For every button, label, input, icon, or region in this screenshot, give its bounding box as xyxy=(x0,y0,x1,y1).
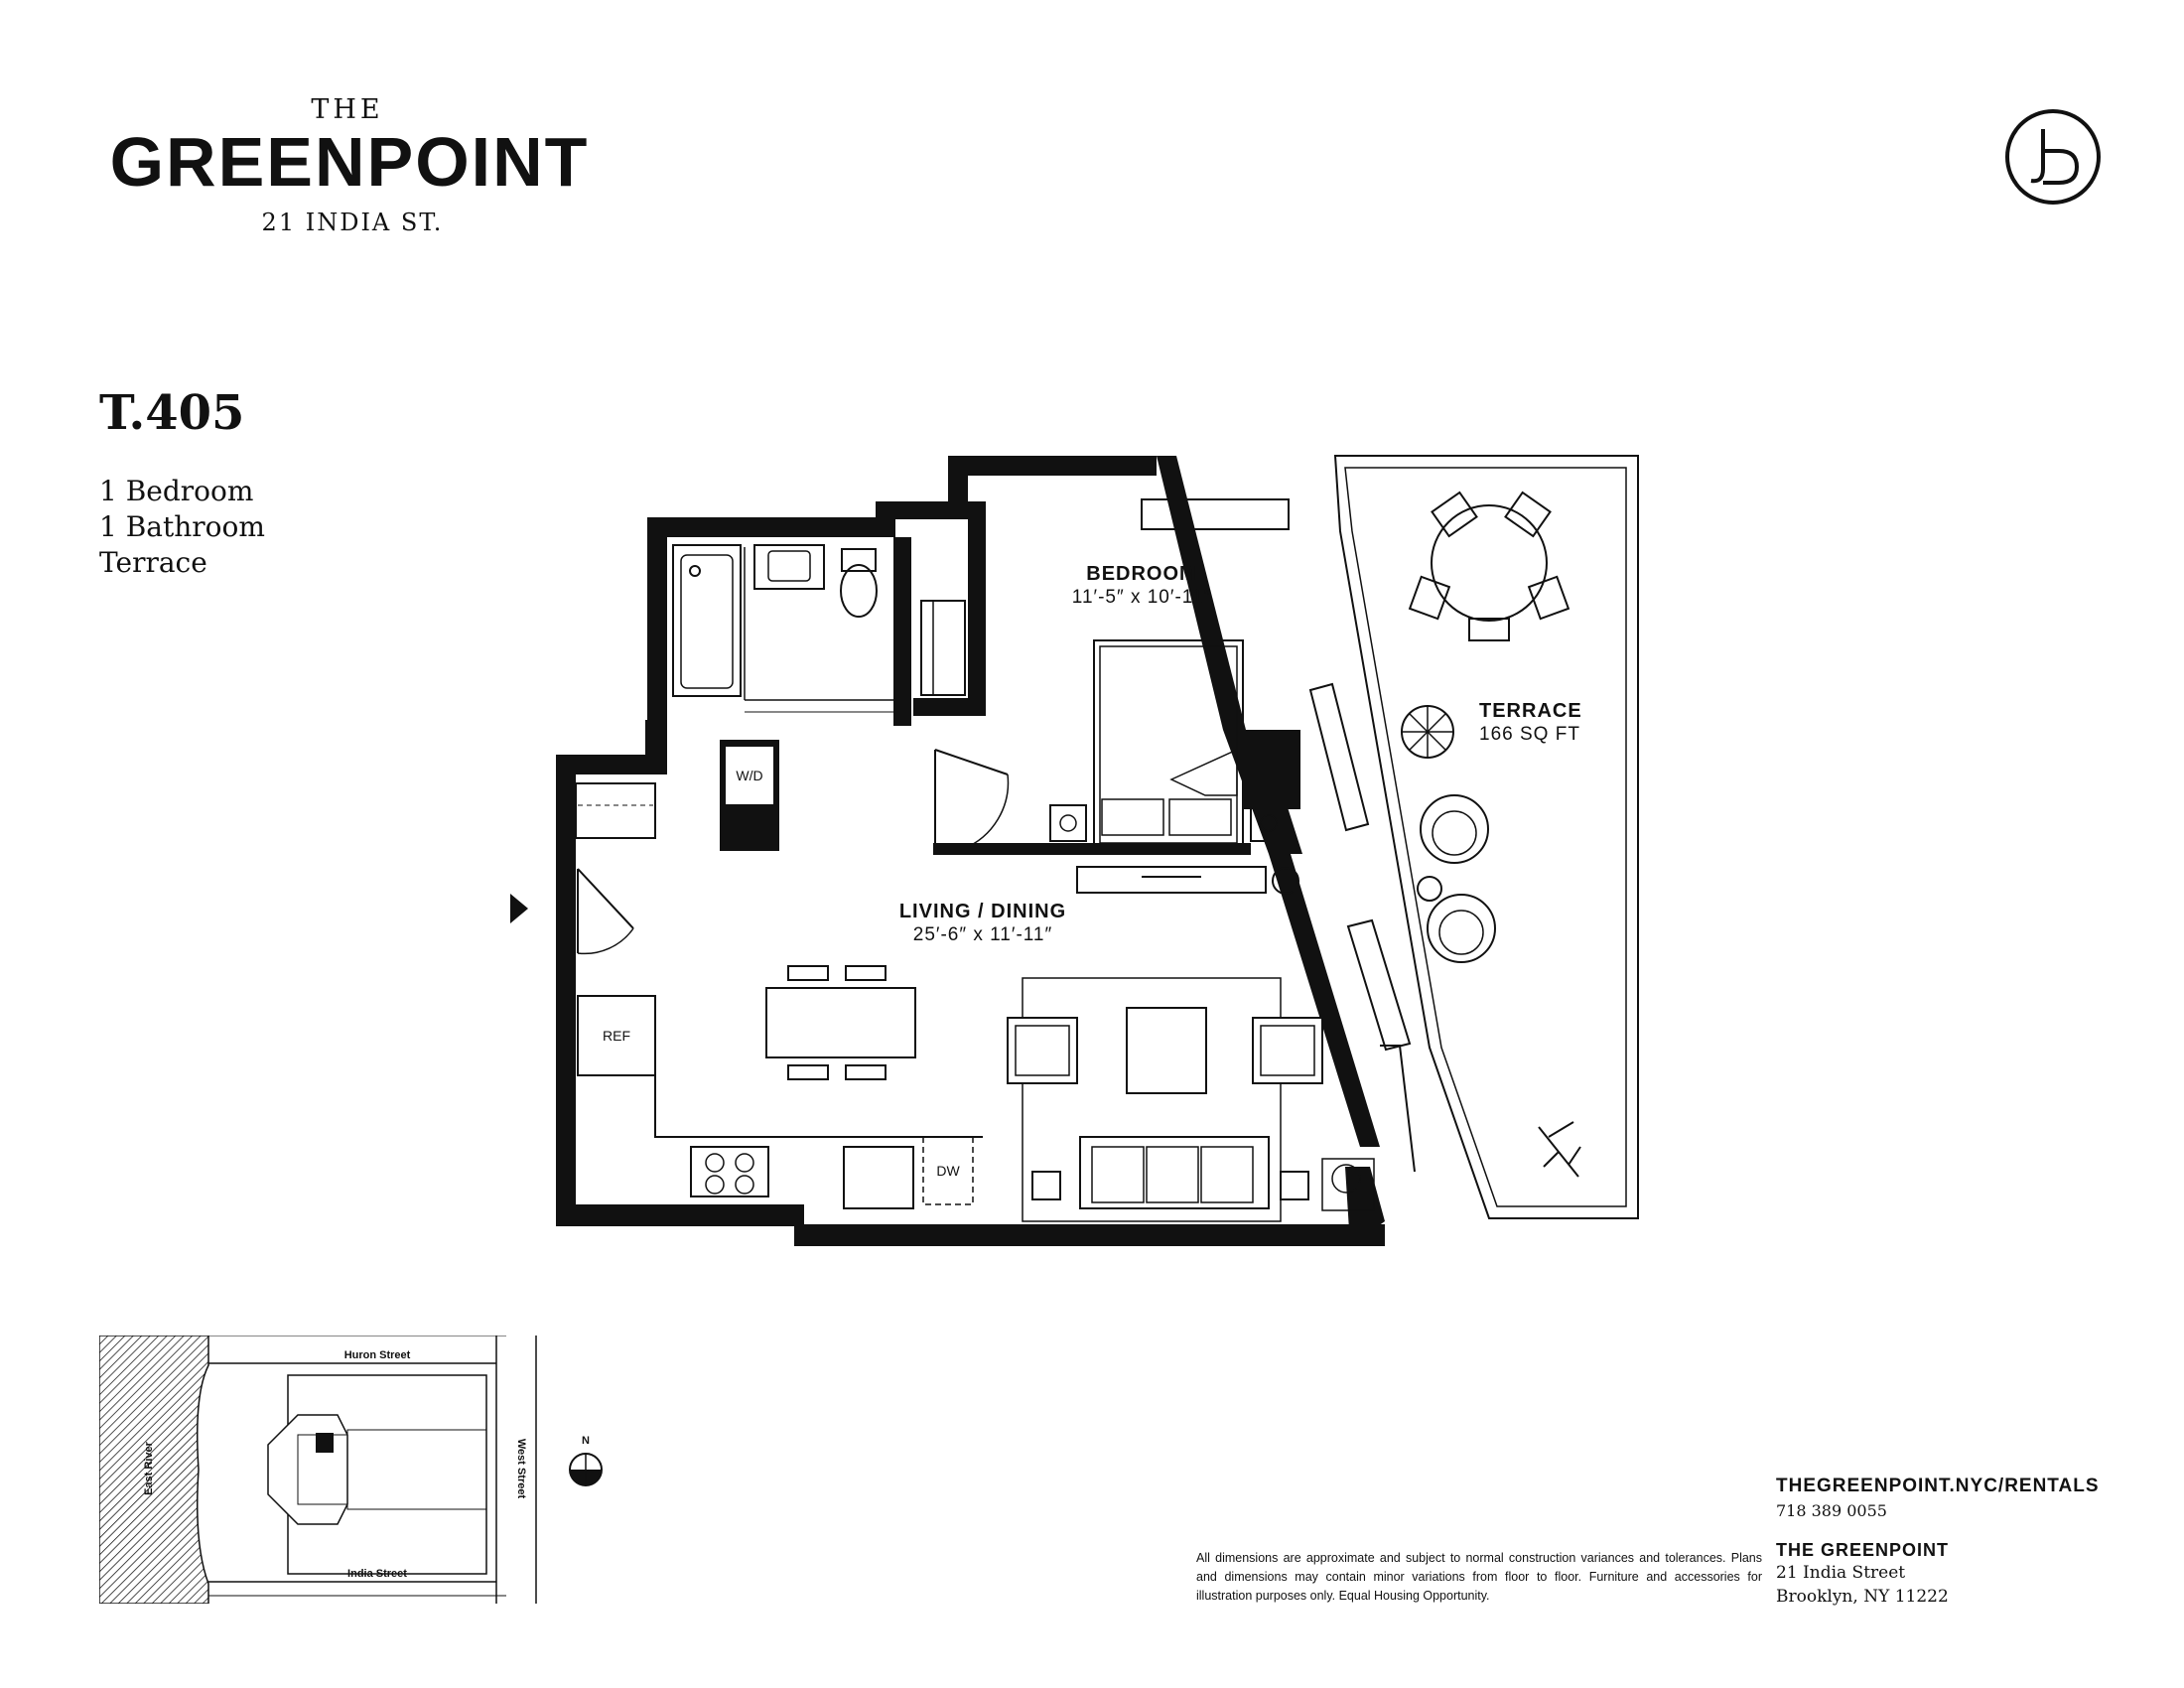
footer-street: 21 India Street xyxy=(1776,1563,1906,1583)
bathtub xyxy=(673,545,741,696)
street-south: India Street xyxy=(347,1568,407,1580)
bedroom-dimensions: 11′-5″ x 10′-11″ xyxy=(1071,587,1212,608)
closet xyxy=(921,601,965,695)
unit-number: T.405 xyxy=(99,385,245,441)
terrace-area: 166 SQ FT xyxy=(1479,724,1580,745)
dining-table xyxy=(766,988,915,1057)
coffee-table xyxy=(1127,1008,1206,1093)
disclaimer: All dimensions are approximate and subject to normal construction variances and tolerances. Plans and dimensions may contain minor variations from floor to floor. Furniture and accessories for illustration purposes only. Equal Housing Opportunity. xyxy=(1196,1551,1762,1603)
site-plan xyxy=(99,1336,615,1604)
street-east: West Street xyxy=(515,1438,527,1499)
cooktop xyxy=(691,1147,768,1196)
lounge-chair-1 xyxy=(1421,795,1488,863)
entry-arrow xyxy=(510,894,528,923)
unit-location-marker xyxy=(316,1433,334,1453)
rentals-url[interactable]: THEGREENPOINT.NYC/RENTALS xyxy=(1776,1476,2100,1496)
logo-address: 21 INDIA ST. xyxy=(261,209,444,236)
unit-feature-terrace: Terrace xyxy=(99,546,207,579)
dishwasher-label: DW xyxy=(936,1163,960,1179)
lounge-chair-2 xyxy=(1428,895,1495,962)
armchair-left xyxy=(1008,1018,1077,1083)
logo-the: THE xyxy=(311,94,384,125)
armchair-right xyxy=(1253,1018,1322,1083)
unit-feature-bathrooms: 1 Bathroom xyxy=(99,510,265,543)
dresser xyxy=(1142,499,1289,529)
rentals-phone: 718 389 0055 xyxy=(1776,1501,1887,1520)
unit-feature-bedrooms: 1 Bedroom xyxy=(99,475,254,507)
entry-closet xyxy=(576,783,655,838)
jp-monogram-icon xyxy=(2003,107,2103,207)
footer-building-name: THE GREENPOINT xyxy=(1776,1540,1950,1560)
sofa xyxy=(1080,1137,1269,1208)
terrace-label: TERRACE xyxy=(1479,700,1582,722)
refrigerator-label: REF xyxy=(603,1028,630,1044)
nightstand-left xyxy=(1050,805,1086,841)
site-plan-drawing xyxy=(99,1336,615,1604)
bedroom-label: BEDROOM xyxy=(1086,563,1197,585)
toilet xyxy=(842,549,876,571)
living-label: LIVING / DINING xyxy=(898,901,1067,922)
media-console xyxy=(1077,867,1266,893)
street-west: East River xyxy=(143,1442,155,1495)
floor-plan xyxy=(506,452,1658,1246)
living-dimensions: 25′-6″ x 11′-11″ xyxy=(912,924,1053,945)
kitchen-sink xyxy=(844,1147,913,1208)
street-north: Huron Street xyxy=(343,1349,411,1361)
footer-city: Brooklyn, NY 11222 xyxy=(1776,1587,1949,1607)
terrace-table xyxy=(1432,505,1547,621)
compass-north-label: N xyxy=(582,1435,590,1447)
terrace-plant xyxy=(1539,1122,1580,1177)
logo-name: GREENPOINT xyxy=(109,123,590,201)
washer-dryer-label: W/D xyxy=(736,768,763,783)
